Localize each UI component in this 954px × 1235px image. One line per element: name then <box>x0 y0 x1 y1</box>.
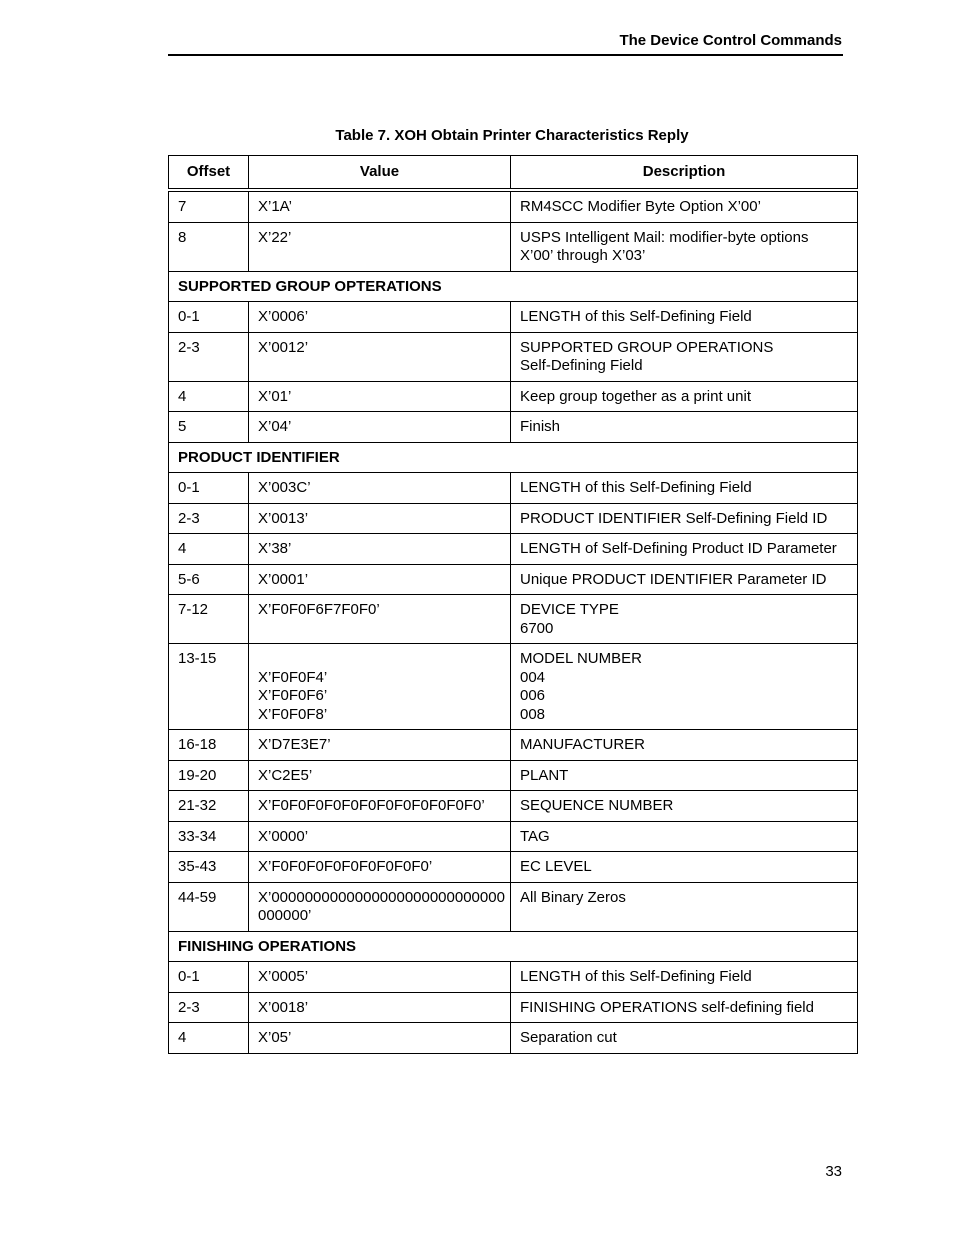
value-line: X’0013’ <box>258 509 309 527</box>
value-cell <box>249 760 511 791</box>
description-line: SEQUENCE NUMBER <box>520 797 674 814</box>
description-line: X’00’ through X’03’ <box>520 247 646 264</box>
description-cell <box>511 730 858 761</box>
offset-cell: 35-43 <box>169 852 249 883</box>
description-line: 008 <box>520 705 546 723</box>
value-line: X’0000’ <box>258 827 309 845</box>
value-cell <box>249 222 511 271</box>
offset-cell: 5-6 <box>169 564 249 595</box>
offset-cell: 5 <box>169 412 249 443</box>
value-cell <box>249 852 511 883</box>
description-cell <box>511 222 858 271</box>
table-row <box>169 190 858 222</box>
section-heading: SUPPORTED GROUP OPTERATIONS <box>169 271 858 302</box>
table-row <box>169 644 858 730</box>
description-line: Self-Defining Field <box>520 357 643 374</box>
description-cell <box>511 791 858 822</box>
description-cell <box>511 381 858 412</box>
description-cell <box>511 644 858 730</box>
offset-cell: 7 <box>169 190 249 222</box>
header-rule <box>168 54 843 56</box>
table-row <box>169 992 858 1023</box>
table-row <box>169 381 858 412</box>
value-line: X’D7E3E7’ <box>258 736 331 753</box>
value-line: X’0018’ <box>258 998 309 1016</box>
offset-cell: 0-1 <box>169 962 249 993</box>
table-row <box>169 730 858 761</box>
offset-cell: 16-18 <box>169 730 249 761</box>
description-line: Keep group together as a print unit <box>520 387 751 405</box>
page-number: 33 <box>825 1163 842 1180</box>
value-cell <box>249 791 511 822</box>
value-cell <box>249 564 511 595</box>
value-line: X’F0F0F0F0F0F0F0F0F0’ <box>258 858 433 875</box>
description-cell <box>511 412 858 443</box>
value-line: X’05’ <box>258 1029 292 1046</box>
value-line: X’1A’ <box>258 198 292 215</box>
description-line: PRODUCT IDENTIFIER Self-Defining Field ID <box>520 509 828 527</box>
description-cell <box>511 595 858 644</box>
description-line: USPS Intelligent Mail: modifier-byte options <box>520 228 809 246</box>
value-cell <box>249 473 511 504</box>
value-cell <box>249 412 511 443</box>
description-line: Finish <box>520 418 561 435</box>
table-row <box>169 791 858 822</box>
description-line: FINISHING OPERATIONS self-defining field <box>520 998 814 1016</box>
table-row <box>169 760 858 791</box>
value-cell <box>249 503 511 534</box>
description-line: SUPPORTED GROUP OPERATIONS <box>520 338 774 356</box>
value-line: X’0001’ <box>258 570 309 588</box>
description-cell <box>511 760 858 791</box>
value-line: X’F0F0F8’ <box>258 705 328 723</box>
description-line: LENGTH of this Self-Defining Field <box>520 479 752 496</box>
section-row <box>169 442 858 473</box>
description-line: All Binary Zeros <box>520 888 626 906</box>
value-line: X’38’ <box>258 540 292 557</box>
offset-cell: 2-3 <box>169 503 249 534</box>
value-cell <box>249 992 511 1023</box>
value-line: X’F0F0F0F0F0F0F0F0F0F0F0F0’ <box>258 797 485 814</box>
table-row <box>169 852 858 883</box>
description-cell <box>511 852 858 883</box>
value-line: X’0005’ <box>258 968 309 985</box>
offset-cell: 13-15 <box>169 644 249 730</box>
column-header-value: Value <box>249 156 511 191</box>
value-line: 000000’ <box>258 907 312 924</box>
offset-cell: 2-3 <box>169 992 249 1023</box>
offset-cell: 4 <box>169 381 249 412</box>
offset-cell: 4 <box>169 534 249 565</box>
description-line: 6700 <box>520 619 554 637</box>
value-cell <box>249 644 511 730</box>
table-row <box>169 821 858 852</box>
description-line: LENGTH of this Self-Defining Field <box>520 968 752 985</box>
description-line: MANUFACTURER <box>520 736 646 753</box>
description-cell <box>511 534 858 565</box>
table-row <box>169 412 858 443</box>
offset-cell: 4 <box>169 1023 249 1054</box>
section-row <box>169 931 858 962</box>
value-line: X’04’ <box>258 418 292 435</box>
table-row <box>169 503 858 534</box>
offset-cell: 21-32 <box>169 791 249 822</box>
value-cell <box>249 332 511 381</box>
description-line: DEVICE TYPE <box>520 601 619 618</box>
value-cell <box>249 381 511 412</box>
description-line: MODEL NUMBER <box>520 650 642 667</box>
value-line <box>258 650 501 669</box>
value-line: X’0006’ <box>258 308 309 325</box>
offset-cell: 44-59 <box>169 882 249 931</box>
offset-cell: 33-34 <box>169 821 249 852</box>
section-heading: PRODUCT IDENTIFIER <box>169 442 858 473</box>
table-row <box>169 882 858 931</box>
description-line: PLANT <box>520 766 569 784</box>
table-row <box>169 1023 858 1054</box>
description-line: EC LEVEL <box>520 858 592 875</box>
description-line: RM4SCC Modifier Byte Option X’00’ <box>520 198 761 215</box>
description-line: 004 <box>520 668 546 686</box>
value-cell <box>249 1023 511 1054</box>
description-cell <box>511 962 858 993</box>
offset-cell: 8 <box>169 222 249 271</box>
description-cell <box>511 503 858 534</box>
table-row <box>169 595 858 644</box>
section-row <box>169 271 858 302</box>
offset-cell: 0-1 <box>169 473 249 504</box>
value-cell <box>249 730 511 761</box>
table-body <box>169 190 858 1053</box>
table-row <box>169 962 858 993</box>
offset-cell: 2-3 <box>169 332 249 381</box>
section-heading: FINISHING OPERATIONS <box>169 931 858 962</box>
column-header-description: Description <box>511 156 858 191</box>
value-cell <box>249 962 511 993</box>
characteristics-table <box>168 155 858 1054</box>
description-line: LENGTH of this Self-Defining Field <box>520 308 752 325</box>
value-cell <box>249 821 511 852</box>
description-cell <box>511 473 858 504</box>
description-cell <box>511 190 858 222</box>
description-cell <box>511 332 858 381</box>
value-line: X’0000000000000000000000000000 <box>258 888 505 906</box>
running-header: The Device Control Commands <box>619 32 842 49</box>
description-line: LENGTH of Self-Defining Product ID Parameter <box>520 540 837 557</box>
description-line: Unique PRODUCT IDENTIFIER Parameter ID <box>520 570 827 588</box>
value-cell <box>249 882 511 931</box>
value-line: X’0012’ <box>258 338 309 356</box>
value-line: X’003C’ <box>258 479 311 496</box>
description-cell <box>511 882 858 931</box>
description-line: 006 <box>520 687 546 704</box>
description-cell <box>511 821 858 852</box>
value-cell <box>249 302 511 333</box>
description-cell <box>511 992 858 1023</box>
table-row <box>169 564 858 595</box>
value-cell <box>249 190 511 222</box>
description-cell <box>511 302 858 333</box>
value-line: X’01’ <box>258 387 292 405</box>
value-line: X’22’ <box>258 228 292 246</box>
value-cell <box>249 534 511 565</box>
description-cell <box>511 1023 858 1054</box>
offset-cell: 7-12 <box>169 595 249 644</box>
value-line: X’F0F0F4’ <box>258 668 328 686</box>
value-line: X’F0F0F6’ <box>258 687 328 704</box>
table-caption: Table 7. XOH Obtain Printer Characteristics Reply <box>335 127 689 144</box>
description-cell <box>511 564 858 595</box>
table-row <box>169 332 858 381</box>
table-row <box>169 302 858 333</box>
table-row <box>169 473 858 504</box>
column-header-offset: Offset <box>169 156 249 191</box>
table-row <box>169 534 858 565</box>
offset-cell: 19-20 <box>169 760 249 791</box>
value-line: X’F0F0F6F7F0F0’ <box>258 601 380 618</box>
table-row <box>169 222 858 271</box>
offset-cell: 0-1 <box>169 302 249 333</box>
value-cell <box>249 595 511 644</box>
table-header-row <box>169 156 858 191</box>
value-line: X’C2E5’ <box>258 766 313 784</box>
description-line: Separation cut <box>520 1029 617 1046</box>
description-line: TAG <box>520 827 550 845</box>
